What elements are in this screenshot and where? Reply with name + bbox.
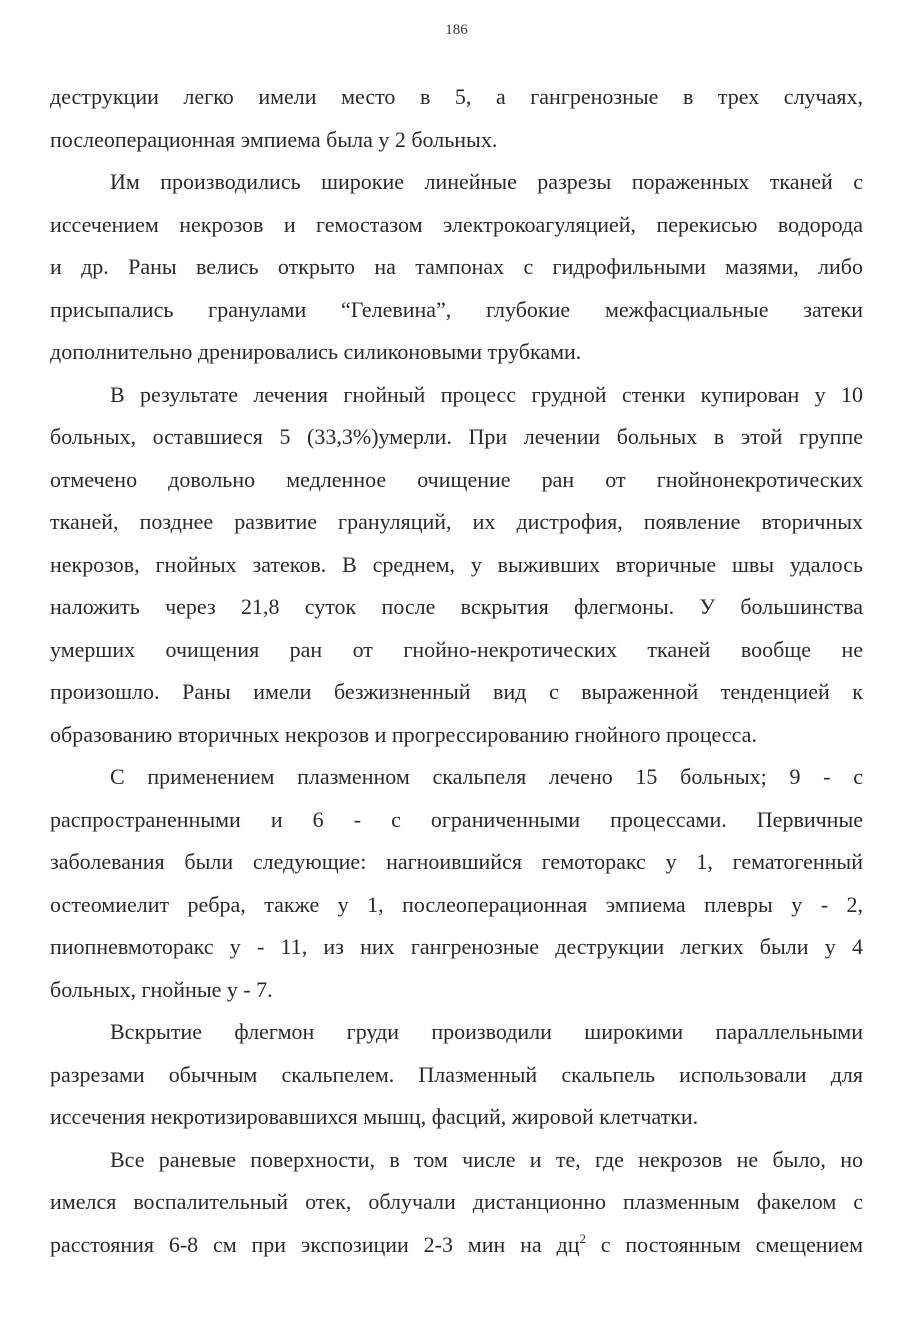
text-line: Вскрытие флегмон груди производили широкими параллельными	[110, 1019, 863, 1044]
text-line: заболевания были следующие: нагноившийся гемоторакс у 1, гематогенный	[50, 849, 863, 874]
text-line: наложить через 21,8 суток после вскрытия флегмоны. У большинства	[50, 594, 863, 619]
text-line: послеоперационная эмпиема была у 2 больных.	[50, 126, 498, 152]
paragraph-6	[50, 1139, 863, 1267]
text-line: Все раневые поверхности, в том числе и те, где некрозов не было, но	[110, 1146, 863, 1172]
text-line: имелся воспалительный отек, облучали дистанционно плазменным факелом с	[50, 1189, 863, 1214]
text-line: разрезами обычным скальпелем. Плазменный скальпель использовали для	[50, 1061, 863, 1087]
text-line: больных, гнойные у - 7.	[50, 976, 273, 1002]
paragraph-4	[50, 756, 863, 1011]
text-line: пиопневмоторакс у - 11, из них гангренозные деструкции легких были у 4	[50, 934, 863, 959]
text-line: С применением плазменном скальпеля лечено 15 больных; 9 - с	[110, 764, 863, 789]
paragraph-5	[50, 1011, 863, 1139]
text-line: В результате лечения гнойный процесс грудной стенки купирован у 10	[110, 381, 863, 407]
text-line: умерших очищения ран от гнойно-некротических тканей вообще не	[50, 636, 863, 662]
paragraph-3	[50, 374, 863, 757]
text-line: некрозов, гнойных затеков. В среднем, у выживших вторичные швы удалось	[50, 551, 863, 577]
text-line: деструкции легко имели место в 5, а гангренозные в трех случаях,	[50, 84, 863, 109]
page-number: 186	[445, 22, 468, 38]
text-line: больных, оставшиеся 5 (33,3%)умерли. При лечении больных в этой группе	[50, 424, 863, 449]
text-line: иссечения некротизировавшихся мышц, фасций, жировой клетчатки.	[50, 1104, 699, 1129]
text-fragment: с постоянным смещением	[585, 1231, 864, 1257]
text-line: дополнительно дренировались силиконовыми трубками.	[50, 339, 582, 364]
text-line: произошло. Раны имели безжизненный вид с выраженной тенденцией к	[50, 679, 863, 704]
text-line: отмечено довольно медленное очищение ран от гнойнонекротических	[50, 466, 863, 492]
text-line: Им производились широкие линейные разрезы пораженных тканей с	[110, 169, 863, 194]
text-line: остеомиелит ребра, также у 1, послеоперационная эмпиема плевры у - 2,	[50, 891, 863, 917]
text-line: образованию вторичных некрозов и прогрессированию гнойного процесса.	[50, 721, 757, 747]
document-body	[50, 76, 863, 1266]
text-line: распространенными и 6 - с ограниченными процессами. Первичные	[50, 806, 863, 832]
superscript: 2	[579, 1230, 586, 1246]
text-fragment: расстояния 6-8 см при экспозиции 2-3 мин на дц	[50, 1231, 580, 1257]
paragraph-2	[50, 161, 863, 374]
text-line: и др. Раны велись открыто на тампонах с гидрофильными мазями, либо	[50, 254, 863, 279]
paragraph-1	[50, 76, 863, 161]
text-line	[50, 1224, 863, 1267]
text-line: иссечением некрозов и гемостазом электрокоагуляцией, перекисью водорода	[50, 211, 863, 237]
text-line: тканей, позднее развитие грануляций, их дистрофия, появление вторичных	[50, 509, 863, 534]
text-line: присыпались гранулами “Гелевина”, глубокие межфасциальные затеки	[50, 296, 863, 322]
